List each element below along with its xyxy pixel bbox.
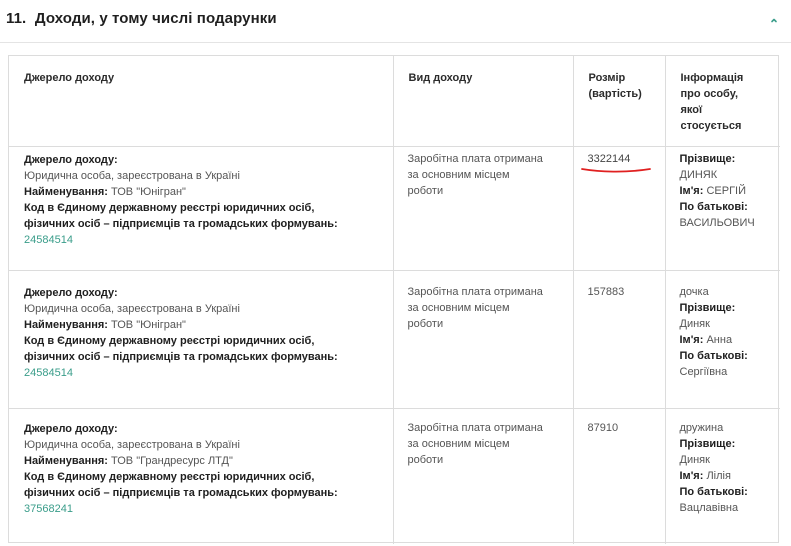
person-cell: Прізвище: ДИНЯК Ім'я: СЕРГІЙ По батькові: ВАСИЛЬОВИЧ [665, 146, 780, 270]
table-row [9, 146, 780, 270]
header-source: Джерело доходу [9, 56, 393, 146]
header-person: Інформація про особу, якої стосується [665, 56, 780, 146]
income-type-cell: Заробітна плата отримана за основним місцем роботи [393, 270, 573, 408]
registry-code-link[interactable]: 24584514 [24, 233, 73, 246]
registry-code-link[interactable]: 24584514 [24, 366, 73, 379]
amount-value: 87910 [587, 421, 619, 434]
chevron-up-icon[interactable] [767, 13, 781, 27]
section-header [0, 0, 791, 43]
amount-cell [573, 408, 665, 544]
income-type-cell: Заробітна плата отримана за основним місцем роботи [393, 146, 573, 270]
section-title [6, 10, 277, 27]
header-amount: Розмір (вартість) [573, 56, 665, 146]
source-cell: Джерело доходу: Юридична особа, зареєстрована в Україні Найменування: ТОВ "Юнігран" Код в Єдиному державному реєстрі юридичних осіб, фізичних осіб – підприємців та громадських формувань: 24584514 [9, 270, 393, 408]
amount-value: 3322144 [588, 151, 631, 167]
source-cell: Джерело доходу: Юридична особа, зареєстрована в Україні Найменування: ТОВ "Грандресурс ЛТД" Код в Єдиному державному реєстрі юридичних осіб, фізичних осіб – підприємців та громадських формувань: 37568241 [9, 408, 393, 544]
income-table [8, 55, 779, 543]
person-cell: дружина Прізвище: Диняк Ім'я: Лілія По батькові: Вацлавівна [679, 421, 748, 514]
header-type: Вид доходу [393, 56, 573, 146]
amount-value: 157883 [587, 285, 625, 298]
section-number: 11. [6, 10, 27, 27]
table-row [9, 408, 780, 544]
income-type-cell: Заробітна плата отримана за основним місцем роботи [393, 408, 573, 544]
amount-cell [573, 146, 665, 270]
person-cell: дочка Прізвище: Диняк Ім'я: Анна По батькові: Сергіївна [665, 270, 780, 408]
registry-code-link[interactable]: 37568241 [24, 502, 73, 515]
section-title-text: Доходи, у тому числі подарунки [34, 10, 277, 27]
source-cell: Джерело доходу: Юридична особа, зареєстрована в Україні Найменування: ТОВ "Юнігран" Код в Єдиному державному реєстрі юридичних осіб, фізичних осіб – підприємців та громадських формувань: 24584514 [9, 146, 393, 270]
amount-cell [573, 270, 665, 408]
table-row [9, 270, 780, 408]
red-underline-mark [580, 166, 652, 176]
